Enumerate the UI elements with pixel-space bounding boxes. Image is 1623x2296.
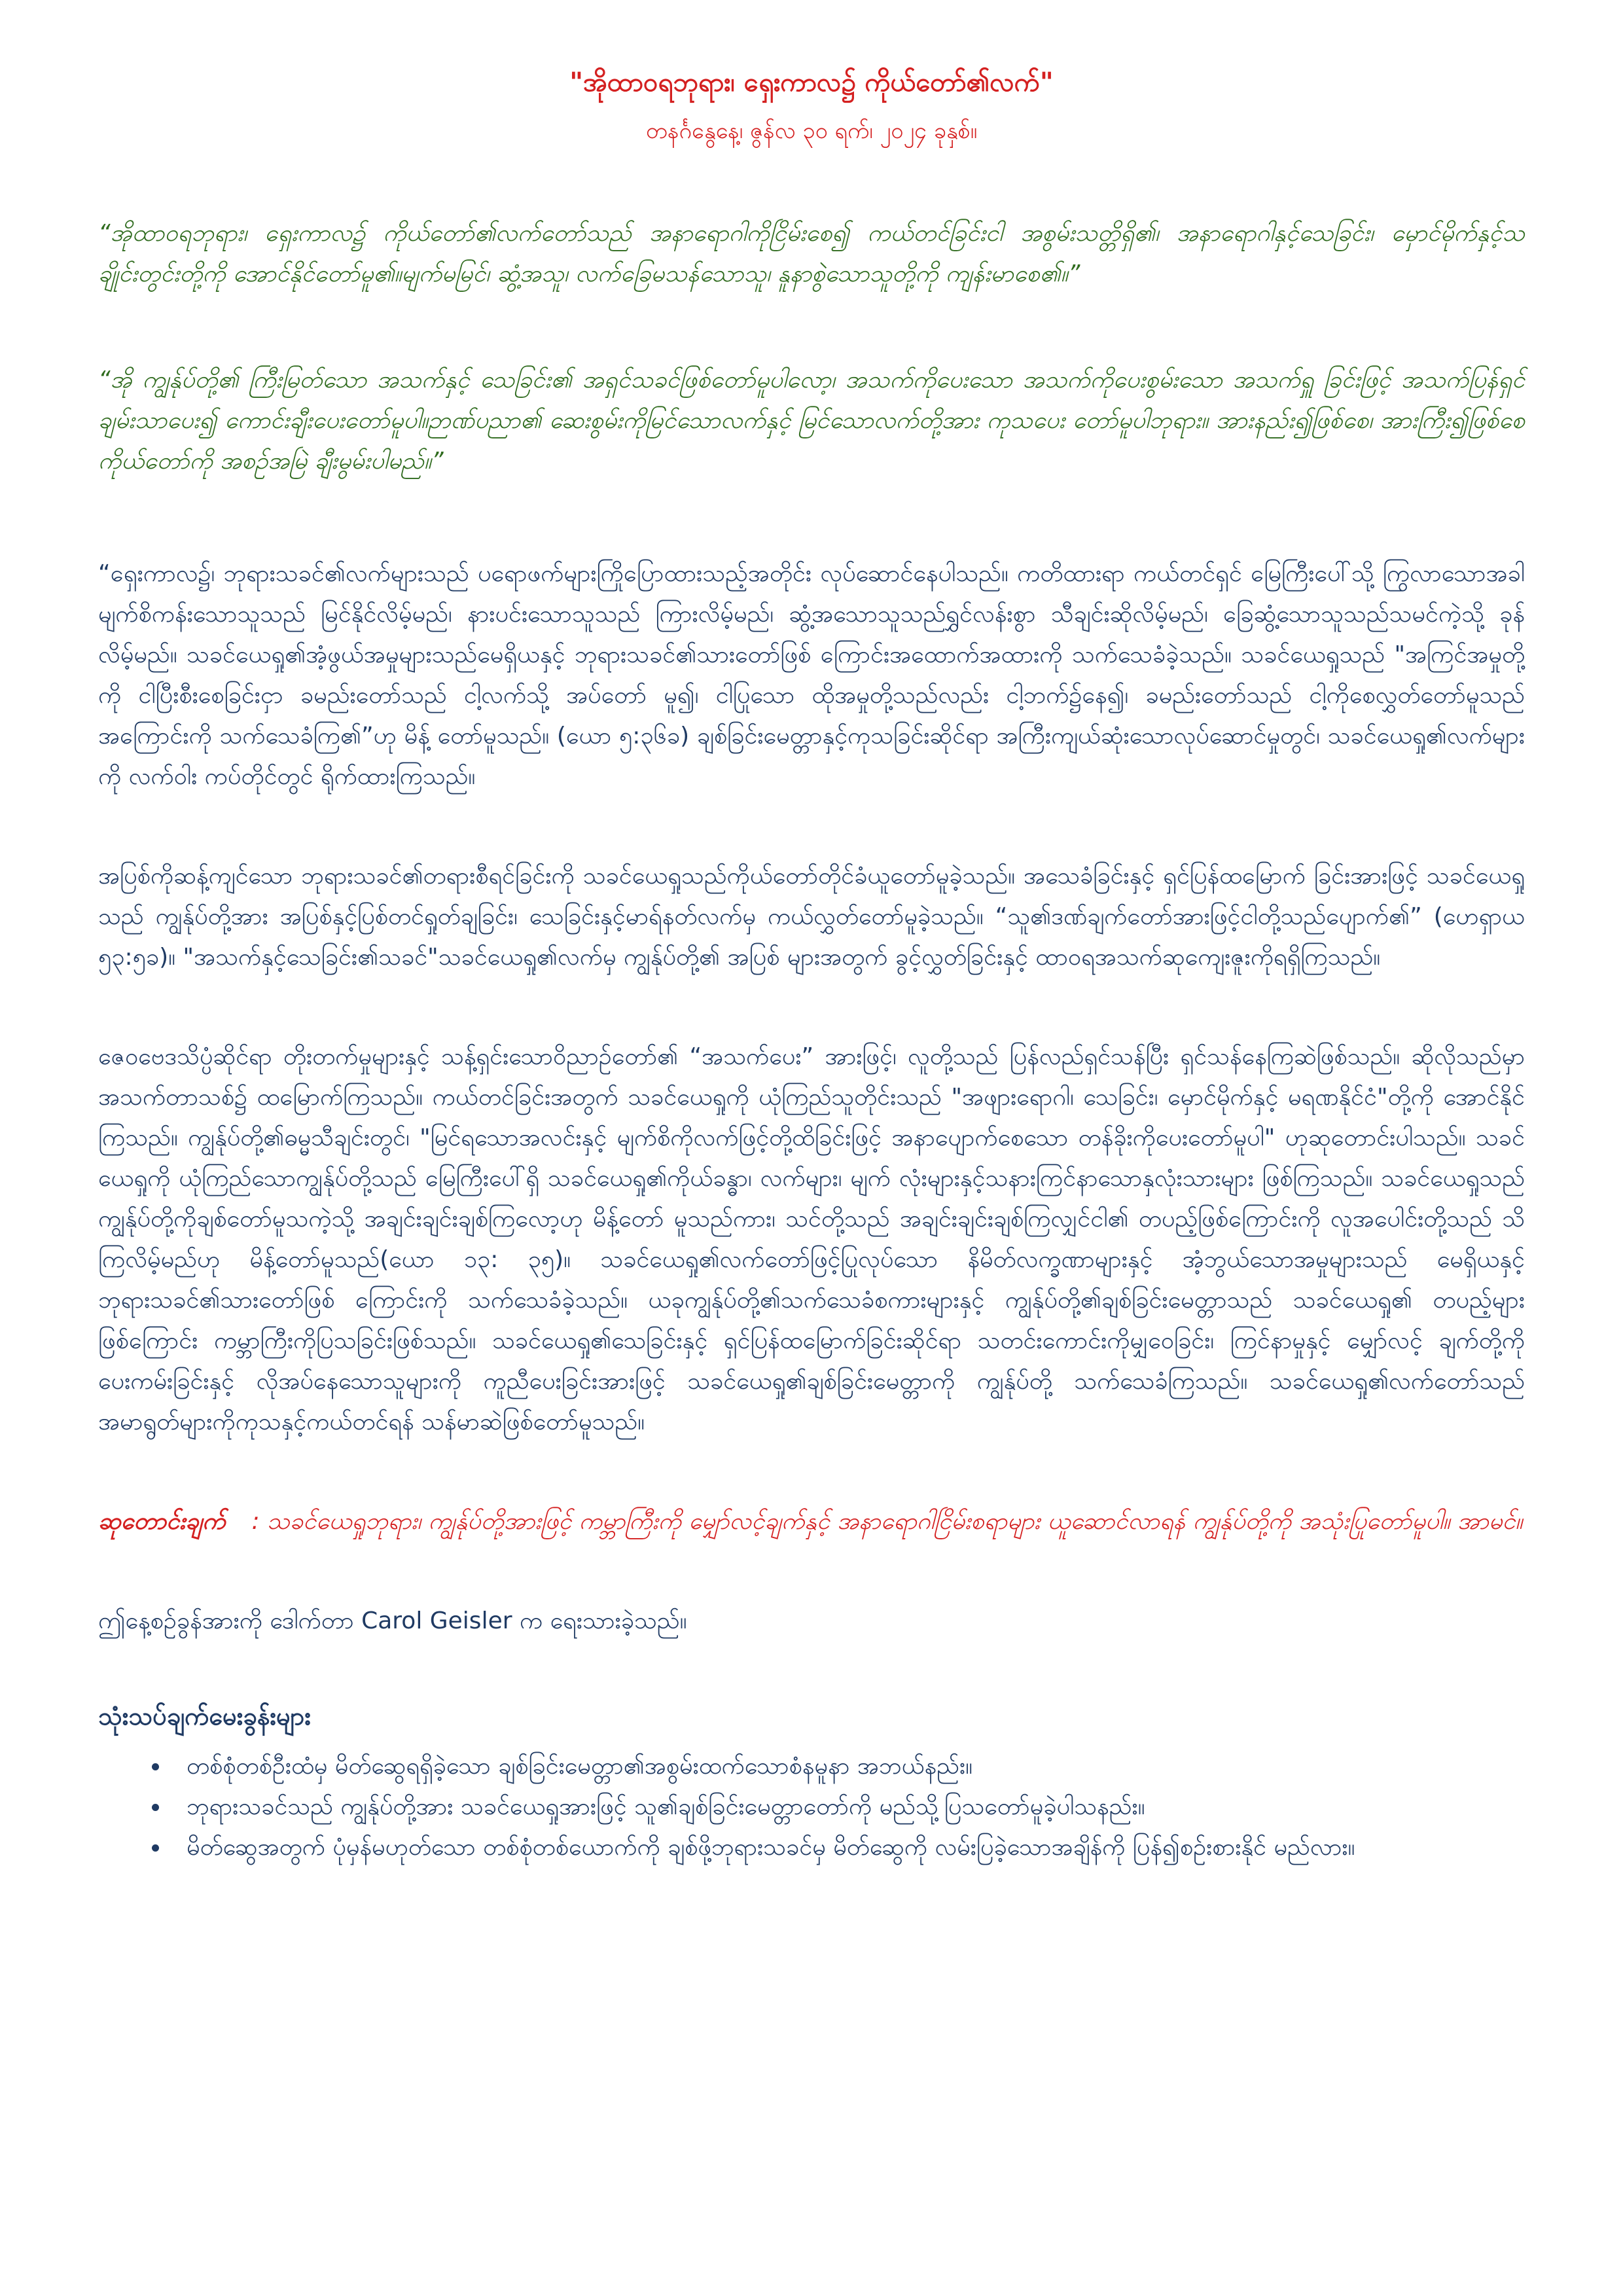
author-note: ဤနေ့စဉ်ခွန်အားကို ဒေါက်တာ Carol Geisler က ရေးသားခဲ့သည်။ <box>98 1607 687 1634</box>
closing-prayer <box>98 1501 1525 1542</box>
opening-quote: “အိုထာဝရဘုရား၊ ရှေးကာလ၌ ကိုယ်တော်၏လက်တော်သည် အနာရောဂါကိုငြိမ်းစေ၍ ကယ်တင်ခြင်းငါ အစွမ်းသတ္တိရှိ၏၊ အနာရောဂါနှင့်သေခြင်း၊ မှောင်မိုက်နှင့်သချိုင်းတွင်းတို့ကို အောင်နိုင်တော်မူ၏။မျက်မမြင်၊ ဆွံ့အသူ၊ လက်ခြေမသန်သောသူ၊ နူနာစွဲသောသူတို့ကို ကျန်းမာစေ၏။” <box>98 220 1525 287</box>
prayer-quote: “အို ကျွန်ုပ်တို့၏ ကြီးမြတ်သော အသက်နှင့် သေခြင်း၏ အရှင်သခင်ဖြစ်တော်မူပါလော့၊ အသက်ကိုပေးသော အသက်ကိုပေးစွမ်းသော အသက်ရှူ ခြင်းဖြင့် အသက်ပြန်ရှင် ချမ်းသာပေး၍ ကောင်းချီးပေးတော်မူပါ။ဉာဏ်ပညာ၏ ဆေးစွမ်းကိုမြင်သောလက်နှင့် မြင်သောလက်တို့အား ကုသပေး တော်မူပါဘုရား။ အားနည်း၍ဖြစ်စေ၊ အားကြီး၍ဖြစ်စေ ကိုယ်တော်ကို အစဉ်အမြဲ ချီးမွမ်းပါမည်။” <box>98 367 1525 475</box>
body-paragraph-1: “ရှေးကာလ၌၊ ဘုရားသခင်၏လက်များသည် ပရောဖက်များကြိုပြောထားသည့်အတိုင်း လုပ်ဆောင်နေပါသည်။ ကတိထားရာ ကယ်တင်ရှင် မြေကြီးပေါ်သို့ ကြွလာသောအခါ မျက်စိကန်းသောသူသည် မြင်နိုင်လိမ့်မည်၊ နားပင်းသောသူသည် ကြားလိမ့်မည်၊ ဆွံ့အသောသူသည်ရွှင်လန်းစွာ သီချင်းဆိုလိမ့်မည်၊ ခြေဆွံ့သောသူသည်သမင်ကဲ့သို့ ခုန်လိမ့်မည်။ သခင်ယေရှု၏အံ့ဖွယ်အမှုများသည်မေရှိယနှင့် ဘုရားသခင်၏သားတော်ဖြစ် ကြောင်းအထောက်အထားကို သက်သေခံခဲ့သည်။ သခင်ယေရှုသည် "အကြင်အမှုတို့ကို ငါပြီးစီးစေခြင်းငှာ ခမည်းတော်သည် ငါ့လက်သို့ အပ်တော် မူ၍၊ ငါပြုသော ထိုအမှုတို့သည်လည်း ငါ့ဘက်၌နေ၍၊ ခမည်းတော်သည် ငါ့ကိုစေလွှတ်တော်မူသည် အကြောင်းကို သက်သေခံကြ၏”ဟု မိန့် တော်မူသည်။ (ယော ၅:၃၆ခ) ချစ်ခြင်းမေတ္တာနှင့်ကုသခြင်းဆိုင်ရာ အကြီးကျယ်ဆုံးသောလုပ်ဆောင်မှုတွင်၊ သခင်ယေရှု၏လက်များကို လက်ဝါး ကပ်တိုင်တွင် ရိုက်ထားကြသည်။ <box>98 560 1525 790</box>
body-paragraph-2: အပြစ်ကိုဆန့်ကျင်သော ဘုရားသခင်၏တရားစီရင်ခြင်းကို သခင်ယေရှုသည်ကိုယ်တော်တိုင်ခံယူတော်မူခဲ့သည်။ အသေခံခြင်းနှင့် ရှင်ပြန်ထမြောက် ခြင်းအားဖြင့် သခင်ယေရှုသည် ကျွန်ုပ်တို့အား အပြစ်နှင့်ပြစ်တင်ရှုတ်ချခြင်း၊ သေခြင်းနှင့်မာရ်နတ်လက်မှ ကယ်လွှတ်တော်မူခဲ့သည်။ “သူ၏ဒဏ်ချက်တော်အားဖြင့်ငါတို့သည်ပျောက်၏” (ဟေရှာယ ၅၃:၅ခ)။ "အသက်နှင့်သေခြင်း၏သခင်"သခင်ယေရှု၏လက်မှ ကျွန်ုပ်တို့၏ အပြစ် များအတွက် ခွင့်လွှတ်ခြင်းနှင့် ထာဝရအသက်ဆုကျေးဇူးကိုရရှိကြသည်။ <box>98 863 1525 971</box>
page-date: တနင်္ဂနွေနေ့၊ ဇွန်လ ၃၀ ရက်၊ ၂၀၂၄ ခုနှစ်။ <box>645 118 978 144</box>
question-item: • တစ်စုံတစ်ဦးထံမှ မိတ်ဆွေရရှိခဲ့သော ချစ်ခြင်းမေတ္တာ၏အစွမ်းထက်သောစံနမူနာ အဘယ်နည်း။ <box>170 1746 1525 1787</box>
body-paragraph-3: ဇေဝဗေဒသိပ္ပံဆိုင်ရာ တိုးတက်မှုများနှင့် သန့်ရှင်းသောဝိညာဉ်တော်၏ “အသက်ပေး” အားဖြင့်၊ လူတို့သည် ပြန်လည်ရှင်သန်ပြီး ရှင်သန်နေကြဆဲဖြစ်သည်။ ဆိုလိုသည်မှာ အသက်တာသစ်၌ ထမြောက်ကြသည်။ ကယ်တင်ခြင်းအတွက် သခင်ယေရှုကို ယုံကြည်သူတိုင်းသည် "အဖျားရောဂါ၊ သေခြင်း၊ မှောင်မိုက်နှင့် မရဏနိုင်ငံ"တို့ကို အောင်နိုင်ကြသည်။ ကျွန်ုပ်တို့၏ဓမ္မသီချင်းတွင်၊ "မြင်ရသောအလင်းနှင့် မျက်စိကိုလက်ဖြင့်တို့ထိခြင်းဖြင့် အနာပျောက်စေသော တန်ခိုးကိုပေးတော်မူပါ" ဟုဆုတောင်းပါသည်။ သခင်ယေရှုကို ယုံကြည်သောကျွန်ုပ်တို့သည် မြေကြီးပေါ်ရှိ သခင်ယေရှု၏ကိုယ်ခန္ဓာ၊ လက်များ၊ မျက် လုံးများနှင့်သနားကြင်နာသောနှလုံးသားများ ဖြစ်ကြသည်။ သခင်ယေရှုသည် ကျွန်ုပ်တို့ကိုချစ်တော်မူသကဲ့သို့ အချင်းချင်းချစ်ကြလော့ဟု မိန့်တော် မူသည်ကား၊ သင်တို့သည် အချင်းချင်းချစ်ကြလျှင်ငါ၏ တပည့်ဖြစ်ကြောင်းကို လူအပေါင်းတို့သည် သိကြလိမ့်မည်ဟု မိန့်တော်မူသည်(ယော ၁၃: ၃၅)။ သခင်ယေရှု၏လက်တော်ဖြင့်ပြုလုပ်သော နိမိတ်လက္ခဏာများနှင့် အံ့ဘွယ်သောအမှုများသည် မေရှိယနှင့်ဘုရားသခင်၏သားတော်ဖြစ် ကြောင်းကို သက်သေခံခဲ့သည်။ ယခုကျွန်ုပ်တို့၏သက်သေခံစကားများနှင့် ကျွန်ုပ်တို့၏ချစ်ခြင်းမေတ္တာသည် သခင်ယေရှု၏ တပည့်များဖြစ်ကြောင်း ကမ္ဘာကြီးကိုပြသခြင်းဖြစ်သည်။ သခင်ယေရှု၏သေခြင်းနှင့် ရှင်ပြန်ထမြောက်ခြင်းဆိုင်ရာ သတင်းကောင်းကိုမျှဝေခြင်း၊ ကြင်နာမှုနှင့် မျှော်လင့် ချက်တို့ကို ပေးကမ်းခြင်းနှင့် လိုအပ်နေသောသူများကို ကူညီပေးခြင်းအားဖြင့် သခင်ယေရှု၏ချစ်ခြင်းမေတ္တာကို ကျွန်ုပ်တို့ သက်သေခံကြသည်။ သခင်ယေရှု၏လက်တော်သည် အမာရွတ်များကိုကုသနှင့်ကယ်တင်ရန် သန်မာဆဲဖြစ်တော်မူသည်။ <box>98 1043 1525 1435</box>
question-item: • မိတ်ဆွေအတွက် ပုံမှန်မဟုတ်သော တစ်စုံတစ်ယောက်ကို ချစ်ဖို့ဘုရားသခင်မှ မိတ်ဆွေကို လမ်းပြခဲ့သောအချိန်ကို ပြန်၍စဉ်းစားနိုင် မည်လား။ <box>170 1827 1525 1868</box>
prayer-text: : သခင်ယေရှုဘုရား၊ ကျွန်ုပ်တို့အားဖြင့် ကမ္ဘာကြီးကို မျှော်လင့်ချက်နှင့် အနာရောဂါငြိမ်းစရာများ ယူဆောင်လာရန် ကျွန်ုပ်တို့ကို အသုံးပြုတော်မူပါ။ အာမင်။ <box>251 1508 1523 1535</box>
question-item: • ဘုရားသခင်သည် ကျွန်ုပ်တို့အား သခင်ယေရှုအားဖြင့် သူ၏ချစ်ခြင်းမေတ္တာတော်ကို မည်သို့ပြသတော်မူခဲ့ပါသနည်း။ <box>170 1787 1525 1827</box>
prayer-label: ဆုတောင်းချက် <box>98 1508 226 1535</box>
questions-list <box>98 1746 1525 1868</box>
questions-heading: သုံးသပ်ချက်မေးခွန်းများ <box>98 1702 312 1731</box>
page-title: "အိုထာဝရဘုရား၊ ရှေးကာလ၌ ကိုယ်တော်၏လက်" <box>569 67 1054 98</box>
